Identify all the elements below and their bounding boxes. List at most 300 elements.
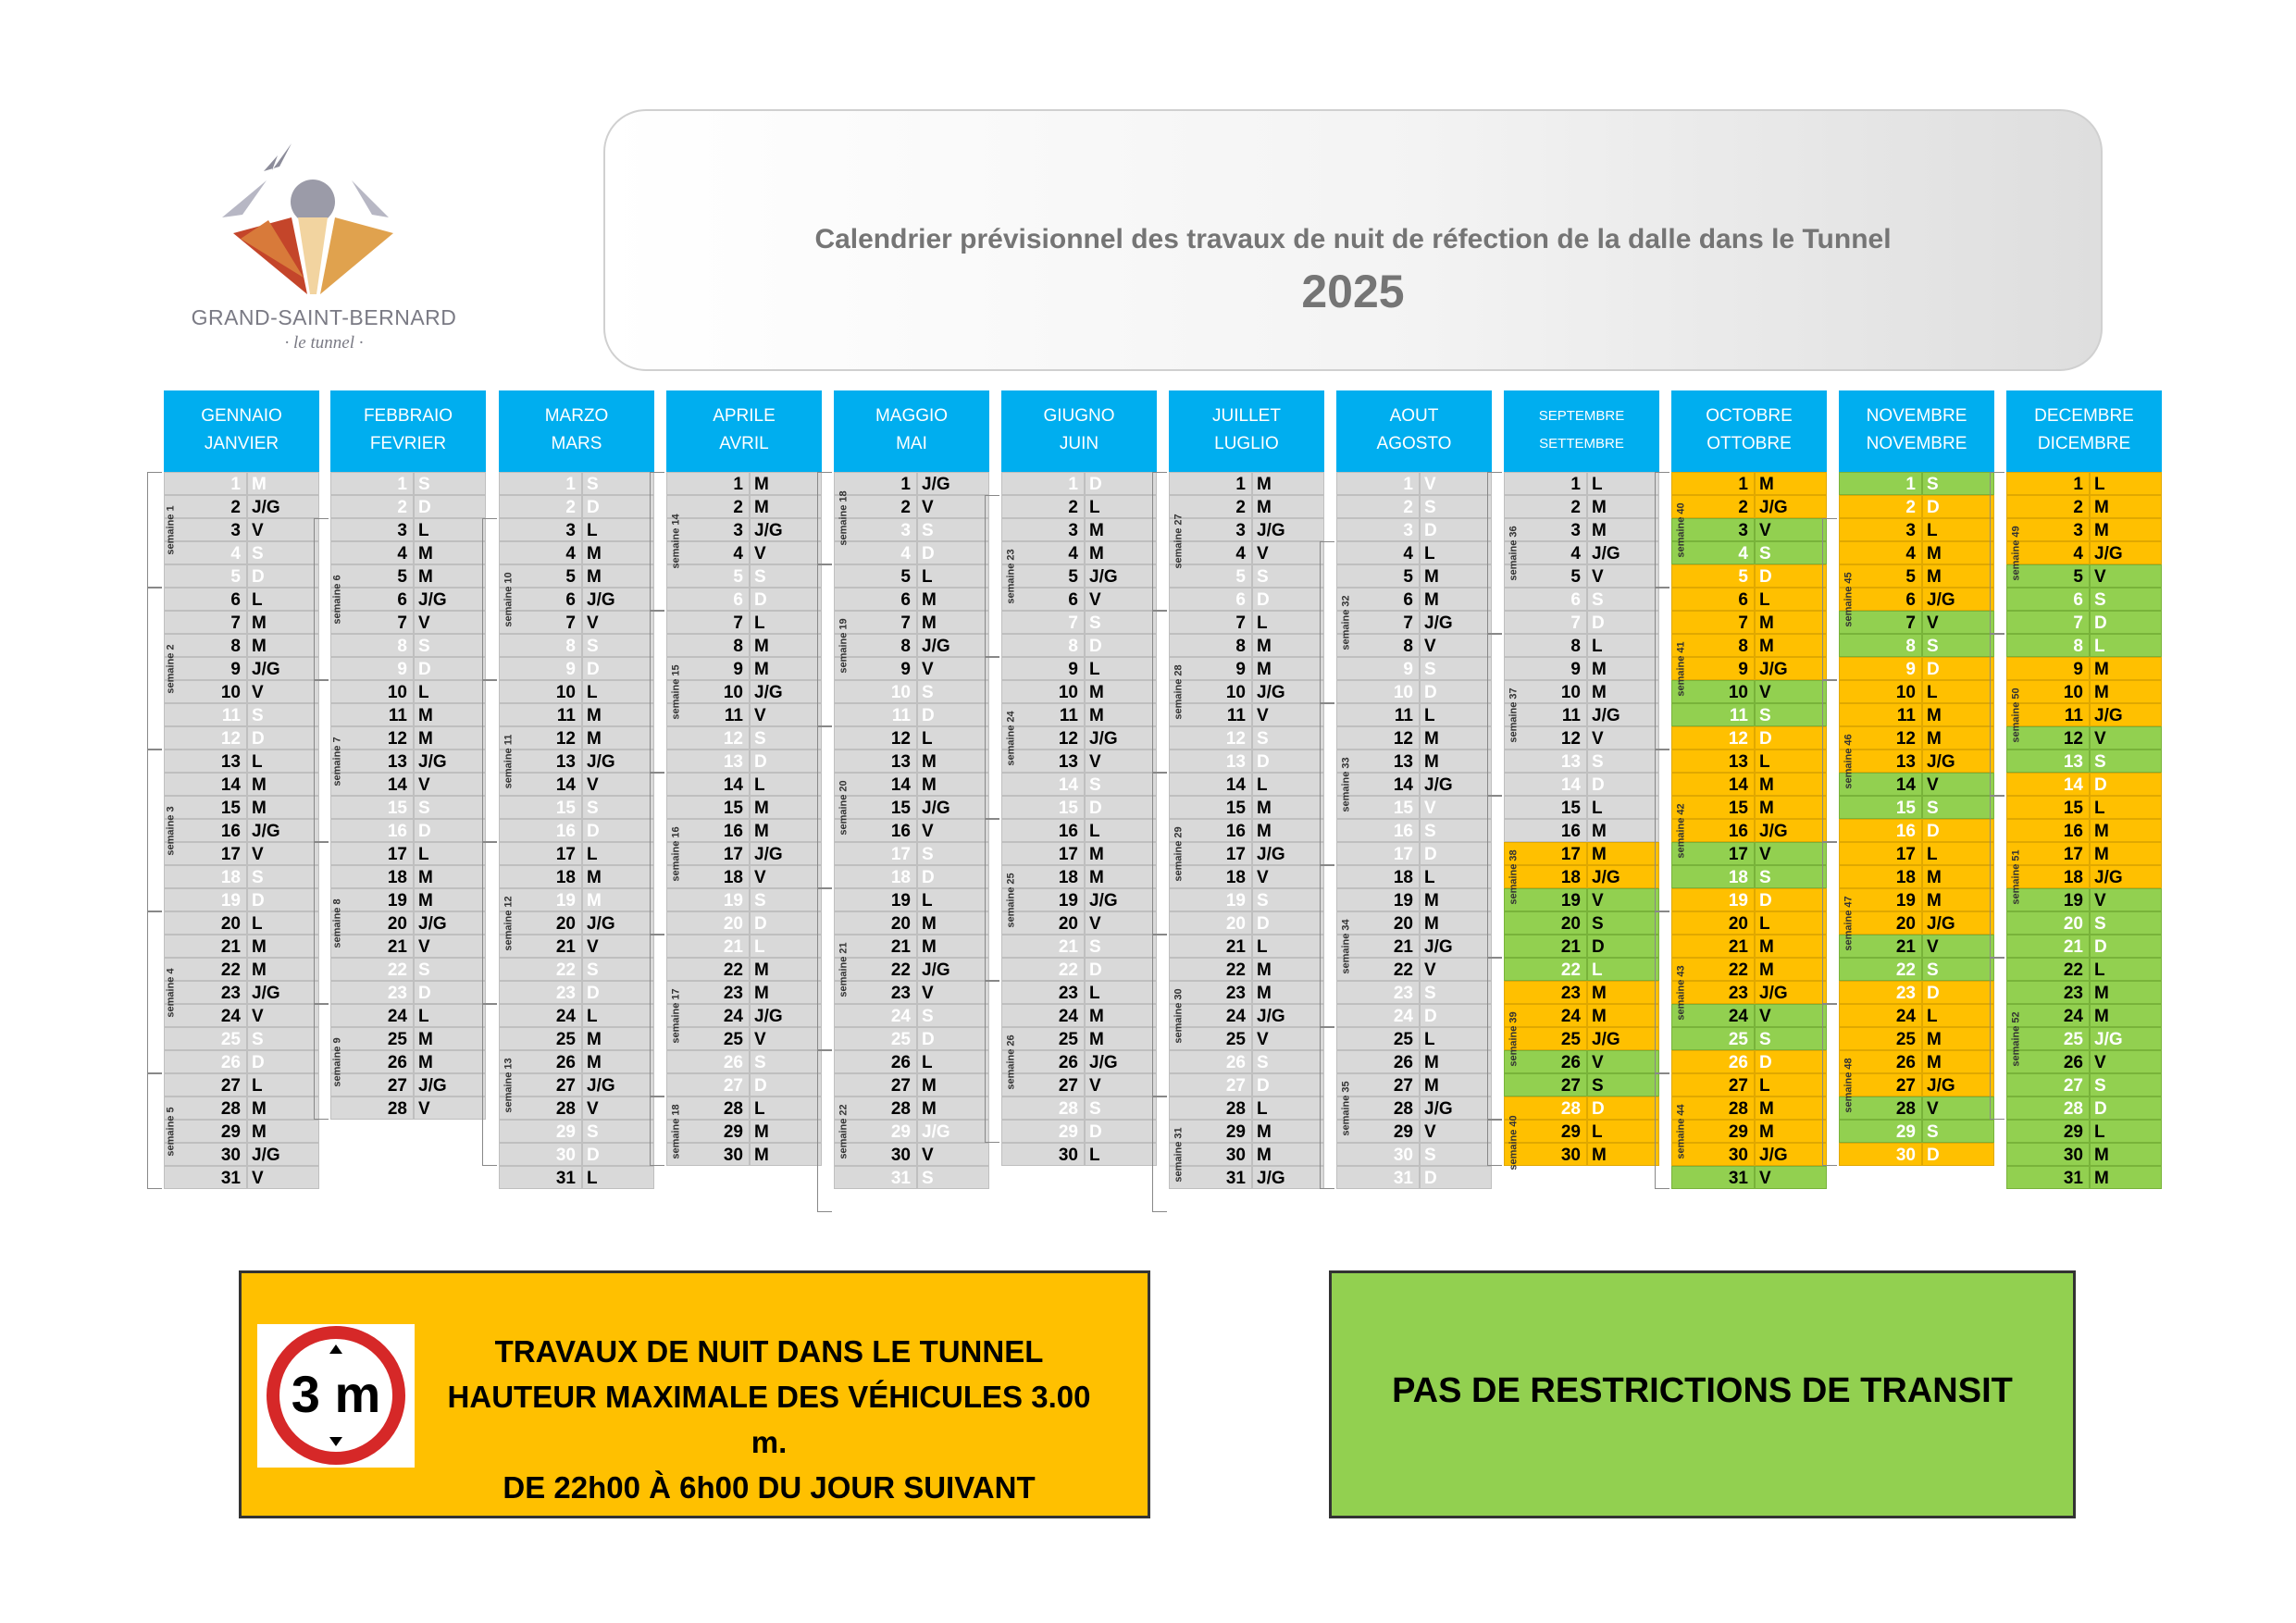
weekday-letter: L	[1587, 796, 1659, 819]
day-row	[1001, 773, 1157, 796]
weekday-letter: M	[1922, 865, 1994, 888]
day-row	[330, 842, 486, 865]
day-row	[164, 703, 319, 726]
day-row	[499, 1027, 654, 1050]
day-number: 31	[834, 1166, 917, 1189]
weekday-letter: M	[2090, 1004, 2162, 1027]
day-row	[499, 1050, 654, 1073]
day-row	[1169, 1096, 1324, 1120]
week-marker	[650, 935, 682, 1096]
day-number: 9	[834, 657, 917, 680]
week-marker	[1487, 958, 1520, 1120]
day-number: 5	[834, 564, 917, 588]
day-number: 1	[330, 472, 414, 495]
weekday-letter: L	[917, 726, 989, 750]
day-number: 7	[1336, 611, 1420, 634]
weekday-letter: J/G	[917, 634, 989, 657]
weekday-letter: M	[1587, 981, 1659, 1004]
day-row	[1839, 1096, 1994, 1120]
day-row	[1504, 657, 1659, 680]
week-marker	[1320, 1027, 1352, 1189]
day-row	[1671, 773, 1827, 796]
weekday-letter: S	[1252, 726, 1324, 750]
weekday-letter: V	[1755, 680, 1827, 703]
weekday-letter: S	[1252, 1050, 1324, 1073]
day-number: 6	[1504, 588, 1587, 611]
height-limit-icon	[257, 1324, 415, 1468]
weekday-letter: M	[1252, 1143, 1324, 1166]
week-marker	[1152, 611, 1185, 773]
day-row	[834, 680, 989, 703]
weekday-letter: D	[414, 819, 486, 842]
day-number: 30	[164, 1143, 247, 1166]
day-number: 2	[164, 495, 247, 518]
day-row	[1839, 518, 1994, 541]
day-number: 9	[2006, 657, 2090, 680]
day-number: 11	[1336, 703, 1420, 726]
day-number: 4	[330, 541, 414, 564]
day-number: 1	[2006, 472, 2090, 495]
day-row	[1839, 680, 1994, 703]
day-row	[330, 796, 486, 819]
day-number: 4	[1001, 541, 1085, 564]
day-row	[164, 1050, 319, 1073]
day-row	[834, 888, 989, 911]
day-number: 27	[834, 1073, 917, 1096]
day-number: 28	[499, 1096, 582, 1120]
week-marker	[1320, 541, 1352, 703]
day-number: 26	[499, 1050, 582, 1073]
week-label: semaine 36	[1508, 525, 1520, 581]
day-number: 24	[499, 1004, 582, 1027]
day-number: 18	[666, 865, 750, 888]
legend-night-works	[239, 1270, 1150, 1518]
month-column	[666, 390, 822, 1165]
week-marker	[147, 1073, 177, 1189]
month-name-2: DICEMBRE	[2037, 434, 2131, 453]
weekday-letter: V	[1755, 842, 1827, 865]
weekday-letter: M	[414, 888, 486, 911]
weekday-letter: J/G	[1085, 564, 1157, 588]
day-number: 26	[164, 1050, 247, 1073]
weekday-letter: M	[1755, 1096, 1827, 1120]
weekday-letter: M	[1420, 564, 1492, 588]
day-row	[1336, 588, 1492, 611]
day-number: 19	[834, 888, 917, 911]
weekday-letter: S	[750, 1050, 822, 1073]
weekday-letter: S	[1922, 796, 1994, 819]
day-row	[1839, 703, 1994, 726]
day-number: 14	[2006, 773, 2090, 796]
weekday-letter: J/G	[750, 842, 822, 865]
day-number: 8	[1336, 634, 1420, 657]
day-row	[499, 1096, 654, 1120]
day-number: 17	[164, 842, 247, 865]
weekday-letter: J/G	[917, 958, 989, 981]
day-row	[499, 1004, 654, 1027]
weekday-letter: V	[247, 680, 319, 703]
weekday-letter: V	[1755, 1004, 1827, 1027]
week-marker	[1655, 750, 1687, 911]
day-number: 24	[834, 1004, 917, 1027]
weekday-letter: M	[1755, 611, 1827, 634]
weekday-letter: L	[1755, 1073, 1827, 1096]
week-label: semaine 34	[1340, 918, 1352, 974]
day-number: 21	[1336, 935, 1420, 958]
day-row	[164, 773, 319, 796]
weekday-letter: L	[1420, 541, 1492, 564]
week-label: semaine 12	[503, 895, 515, 951]
day-row	[330, 865, 486, 888]
day-number: 3	[2006, 518, 2090, 541]
height-limit-sign	[257, 1324, 415, 1468]
day-number: 31	[164, 1166, 247, 1189]
day-number: 1	[1839, 472, 1922, 495]
day-number: 11	[499, 703, 582, 726]
day-number: 15	[1504, 796, 1587, 819]
weekday-letter: V	[2090, 1050, 2162, 1073]
day-number: 6	[1671, 588, 1755, 611]
day-row	[499, 495, 654, 518]
weekday-letter: M	[1085, 518, 1157, 541]
weekday-letter: V	[582, 611, 654, 634]
weekday-letter: V	[1587, 1050, 1659, 1073]
weekday-letter: M	[917, 1096, 989, 1120]
day-row	[499, 842, 654, 865]
weekday-letter: M	[2090, 680, 2162, 703]
day-row	[330, 1050, 486, 1073]
weekday-letter: S	[1755, 541, 1827, 564]
weekday-letter: L	[1085, 495, 1157, 518]
weekday-letter: M	[1922, 726, 1994, 750]
day-row	[1504, 888, 1659, 911]
weekday-letter: V	[1420, 958, 1492, 981]
week-label: semaine 50	[2010, 687, 2022, 743]
day-number: 19	[1671, 888, 1755, 911]
weekday-letter: L	[1587, 1120, 1659, 1143]
weekday-letter: D	[1085, 472, 1157, 495]
weekday-letter: M	[582, 1050, 654, 1073]
weekday-letter: L	[1085, 819, 1157, 842]
day-row	[666, 865, 822, 888]
weekday-letter: M	[750, 1120, 822, 1143]
day-row	[1504, 634, 1659, 657]
day-row	[1839, 958, 1994, 981]
weekday-letter: M	[1252, 657, 1324, 680]
day-row	[499, 750, 654, 773]
week-label: semaine 33	[1340, 756, 1352, 812]
day-number: 2	[1169, 495, 1252, 518]
day-number: 16	[1504, 819, 1587, 842]
weekday-letter: J/G	[1755, 657, 1827, 680]
week-marker	[1487, 1115, 1520, 1171]
day-number: 16	[499, 819, 582, 842]
weekday-letter: M	[582, 726, 654, 750]
day-number: 26	[666, 1050, 750, 1073]
weekday-letter: M	[750, 657, 822, 680]
weekday-letter: S	[1085, 935, 1157, 958]
day-number: 3	[164, 518, 247, 541]
day-row	[164, 935, 319, 958]
weekday-letter: M	[247, 1120, 319, 1143]
day-number: 8	[1839, 634, 1922, 657]
day-number: 22	[834, 958, 917, 981]
weekday-letter: V	[247, 842, 319, 865]
day-number: 28	[1671, 1096, 1755, 1120]
weekday-letter: L	[1252, 773, 1324, 796]
day-row	[1001, 726, 1157, 750]
day-row	[164, 1004, 319, 1027]
day-row	[1671, 842, 1827, 865]
day-row	[834, 958, 989, 981]
day-row	[1169, 1050, 1324, 1073]
weekday-letter: M	[917, 588, 989, 611]
weekday-letter: S	[1755, 703, 1827, 726]
weekday-letter: J/G	[247, 495, 319, 518]
weekday-letter: L	[247, 1073, 319, 1096]
week-label: semaine 28	[1173, 663, 1185, 720]
weekday-letter: S	[1587, 911, 1659, 935]
day-number: 10	[1001, 680, 1085, 703]
weekday-letter: V	[2090, 726, 2162, 750]
week-marker	[1152, 472, 1185, 611]
day-row	[330, 657, 486, 680]
day-row	[1671, 1027, 1827, 1050]
day-row	[330, 1096, 486, 1120]
weekday-letter: V	[414, 1096, 486, 1120]
weekday-letter: V	[1252, 1027, 1324, 1050]
day-number: 14	[330, 773, 414, 796]
day-number: 5	[1671, 564, 1755, 588]
month-column	[2006, 390, 2162, 1188]
day-number: 22	[1336, 958, 1420, 981]
week-marker	[817, 726, 850, 888]
day-number: 23	[1839, 981, 1922, 1004]
day-number: 23	[2006, 981, 2090, 1004]
weekday-letter: D	[1922, 657, 1994, 680]
week-label: semaine 18	[838, 490, 850, 546]
day-row	[164, 750, 319, 773]
weekday-letter: S	[1085, 1096, 1157, 1120]
weekday-letter: L	[2090, 958, 2162, 981]
month-name-1: MARZO	[544, 406, 609, 426]
weekday-letter: V	[582, 773, 654, 796]
day-row	[666, 1004, 822, 1027]
day-number: 14	[1336, 773, 1420, 796]
week-label: semaine 6	[331, 574, 343, 625]
weekday-letter: L	[414, 1004, 486, 1027]
day-number: 14	[1001, 773, 1085, 796]
day-number: 3	[1839, 518, 1922, 541]
day-number: 25	[164, 1027, 247, 1050]
weekday-letter: D	[2090, 611, 2162, 634]
weekday-letter: V	[2090, 888, 2162, 911]
day-row	[499, 518, 654, 541]
weekday-letter: V	[1587, 726, 1659, 750]
weekday-letter: D	[1085, 1120, 1157, 1143]
weekday-letter: V	[1420, 634, 1492, 657]
day-number: 4	[164, 541, 247, 564]
weekday-letter: V	[1922, 611, 1994, 634]
day-number: 21	[499, 935, 582, 958]
day-number: 12	[499, 726, 582, 750]
day-number: 24	[2006, 1004, 2090, 1027]
day-row	[666, 703, 822, 726]
weekday-letter: S	[1420, 657, 1492, 680]
day-row	[164, 634, 319, 657]
weekday-letter: M	[750, 981, 822, 1004]
day-number: 25	[2006, 1027, 2090, 1050]
day-row	[1336, 726, 1492, 750]
day-row	[834, 703, 989, 726]
weekday-letter: V	[917, 981, 989, 1004]
week-marker	[1822, 842, 1855, 1004]
day-number: 8	[834, 634, 917, 657]
weekday-letter: L	[1252, 1096, 1324, 1120]
weekday-letter: M	[414, 865, 486, 888]
week-marker	[650, 1096, 682, 1166]
day-row	[1671, 796, 1827, 819]
day-number: 7	[1001, 611, 1085, 634]
day-row	[1169, 1027, 1324, 1050]
month-column	[1001, 390, 1157, 1165]
weekday-letter: V	[917, 657, 989, 680]
day-row	[1169, 796, 1324, 819]
weekday-letter: J/G	[1420, 773, 1492, 796]
day-row	[2006, 1143, 2162, 1166]
month-name-2: AGOSTO	[1376, 434, 1452, 453]
weekday-letter: S	[247, 865, 319, 888]
day-number: 12	[1001, 726, 1085, 750]
day-row	[1336, 888, 1492, 911]
logo-subtitle: · le tunnel ·	[284, 333, 364, 353]
week-marker	[1990, 958, 2022, 1120]
weekday-letter: M	[1252, 472, 1324, 495]
night-works-text	[427, 1329, 1111, 1510]
weekday-letter: V	[917, 495, 989, 518]
weekday-letter: S	[750, 726, 822, 750]
day-number: 24	[1504, 1004, 1587, 1027]
weekday-letter: S	[247, 541, 319, 564]
weekday-letter: S	[917, 518, 989, 541]
day-number: 5	[1336, 564, 1420, 588]
day-row	[330, 588, 486, 611]
weekday-letter: S	[247, 703, 319, 726]
weekday-letter: D	[1587, 1096, 1659, 1120]
day-number: 28	[164, 1096, 247, 1120]
day-row	[1169, 680, 1324, 703]
day-number: 8	[2006, 634, 2090, 657]
weekday-letter: J/G	[582, 1073, 654, 1096]
logo	[176, 130, 472, 361]
day-row	[1504, 518, 1659, 541]
weekday-letter: S	[414, 634, 486, 657]
month-name-1: APRILE	[713, 406, 776, 426]
day-row	[1504, 1027, 1659, 1050]
day-row	[1169, 588, 1324, 611]
week-label: semaine 17	[670, 987, 682, 1044]
month-name-2: MARS	[551, 434, 602, 453]
weekday-letter: V	[1420, 1120, 1492, 1143]
weekday-letter: V	[1922, 1096, 1994, 1120]
day-row	[164, 1096, 319, 1120]
day-row	[1671, 819, 1827, 842]
day-number: 23	[499, 981, 582, 1004]
day-number: 29	[1001, 1120, 1085, 1143]
day-number: 23	[1504, 981, 1587, 1004]
day-number: 4	[834, 541, 917, 564]
week-label: semaine 8	[331, 898, 343, 948]
page-year: 2025	[1301, 266, 1405, 317]
weekday-letter: V	[414, 935, 486, 958]
weekday-letter: J/G	[582, 588, 654, 611]
day-number: 20	[1169, 911, 1252, 935]
day-row	[1839, 1004, 1994, 1027]
weekday-letter: J/G	[1755, 819, 1827, 842]
weekday-letter: S	[917, 1166, 989, 1189]
day-number: 31	[499, 1166, 582, 1189]
weekday-letter: D	[1922, 981, 1994, 1004]
day-number: 30	[1671, 1143, 1755, 1166]
weekday-letter: M	[2090, 1166, 2162, 1189]
weekday-letter: M	[1085, 541, 1157, 564]
day-number: 11	[330, 703, 414, 726]
day-row	[666, 657, 822, 680]
day-number: 14	[1839, 773, 1922, 796]
day-row	[330, 888, 486, 911]
weekday-letter: S	[917, 1004, 989, 1027]
day-row	[1336, 680, 1492, 703]
weekday-letter: L	[917, 1050, 989, 1073]
day-number: 6	[1001, 588, 1085, 611]
day-row	[834, 750, 989, 773]
day-row	[834, 541, 989, 564]
weekday-letter: S	[582, 796, 654, 819]
day-number: 2	[2006, 495, 2090, 518]
week-label: semaine 19	[838, 617, 850, 674]
weekday-letter: D	[582, 1143, 654, 1166]
day-number: 18	[1504, 865, 1587, 888]
day-row	[2006, 726, 2162, 750]
day-row	[1839, 750, 1994, 773]
weekday-letter: S	[1587, 1073, 1659, 1096]
week-marker	[1822, 518, 1855, 680]
day-number: 18	[164, 865, 247, 888]
day-row	[1839, 588, 1994, 611]
day-number: 9	[666, 657, 750, 680]
day-number: 7	[499, 611, 582, 634]
day-row	[499, 703, 654, 726]
weekday-letter: M	[2090, 518, 2162, 541]
day-number: 6	[834, 588, 917, 611]
day-number: 15	[330, 796, 414, 819]
day-row	[1839, 842, 1994, 865]
day-number: 21	[1671, 935, 1755, 958]
day-row	[1504, 726, 1659, 750]
weekday-letter: J/G	[1420, 1096, 1492, 1120]
day-row	[1169, 865, 1324, 888]
month-column	[1504, 390, 1659, 1171]
month-name-1: MAGGIO	[875, 406, 949, 426]
day-number: 30	[2006, 1143, 2090, 1166]
day-row	[499, 1143, 654, 1166]
weekday-letter: D	[917, 541, 989, 564]
weekday-letter: D	[414, 657, 486, 680]
day-row	[2006, 588, 2162, 611]
day-number: 17	[1839, 842, 1922, 865]
day-number: 29	[1336, 1120, 1420, 1143]
day-number: 8	[1671, 634, 1755, 657]
